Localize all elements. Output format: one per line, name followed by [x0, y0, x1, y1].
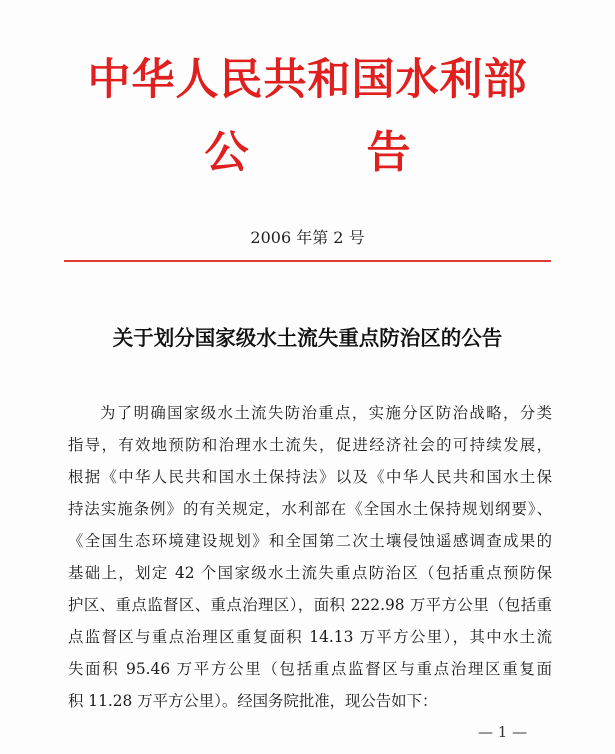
document-body — [68, 397, 552, 717]
document-number: 2006 年第 2 号 — [250, 228, 365, 247]
body-line-1: 为了明确国家级水土流失防治重点，实施分区防治战略，分类 — [100, 404, 552, 422]
page-number: — 1 — — [478, 723, 528, 741]
body-line-2: 指导，有效地预防和治理水土流失，促进经济社会的可持续发展， — [68, 436, 552, 454]
body-line-9: 失面积 95.46 万平方公里（包括重点监督区与重点治理区重复面 — [68, 660, 552, 678]
body-line-5: 《全国生态环境建设规划》和全国第二次土壤侵蚀遥感调查成果的 — [68, 532, 552, 550]
body-line-6: 基础上，划定 42 个国家级水土流失重点防治区（包括重点预防保 — [68, 564, 552, 582]
issuing-authority-heading: 中华人民共和国水利部 — [87, 55, 528, 105]
notice-heading: 公告 — [204, 127, 529, 178]
body-line-10: 积 11.28 万平方公里）。经国务院批准，现公告如下： — [68, 692, 438, 710]
body-line-4: 持法实施条例》的有关规定，水利部在《全国水土保持规划纲要》、 — [68, 500, 552, 518]
red-divider-line — [64, 260, 551, 262]
body-line-7: 护区、重点监督区、重点治理区），面积 222.98 万平方公里（包括重 — [68, 596, 552, 614]
body-line-8: 点监督区与重点治理区重复面积 14.13 万平方公里），其中水土流 — [68, 628, 552, 646]
document-title: 关于划分国家级水土流失重点防治区的公告 — [112, 326, 503, 350]
body-line-3: 根据《中华人民共和国水土保持法》以及《中华人民共和国水土保 — [68, 468, 552, 486]
